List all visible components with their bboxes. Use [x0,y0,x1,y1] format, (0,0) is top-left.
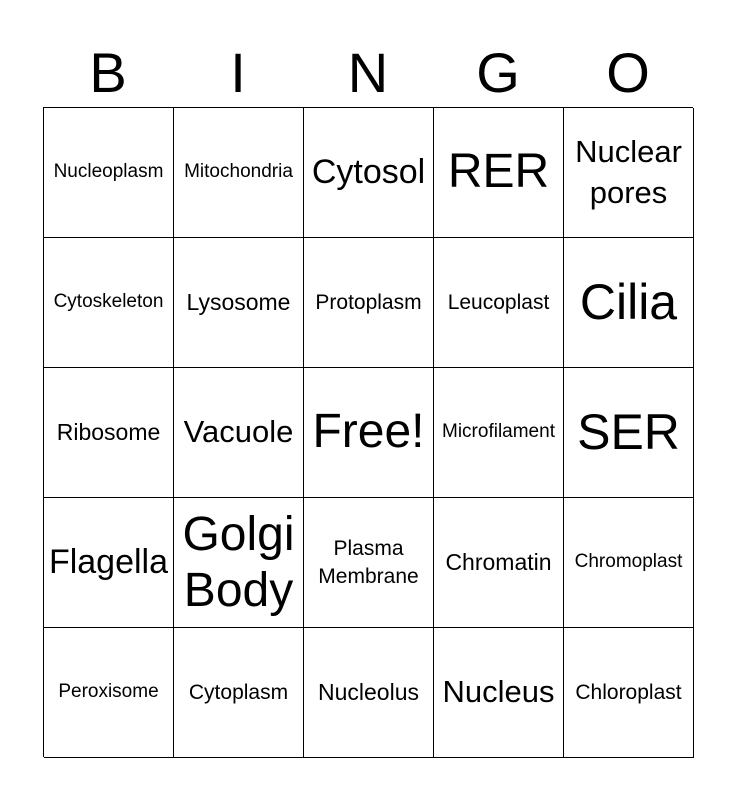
cell-label: Chromoplast [574,551,683,573]
bingo-cell[interactable] [174,628,304,758]
cell-label: Nuclear pores [575,134,682,210]
bingo-cell[interactable] [564,368,694,498]
bingo-cell[interactable] [434,628,564,758]
bingo-cell[interactable] [564,628,694,758]
bingo-cell[interactable] [44,628,174,758]
cell-label: Cytoskeleton [53,291,164,313]
cell-label: Protoplasm [315,290,422,314]
cell-label: Leucoplast [447,290,550,314]
cell-label: Microfilament [442,421,555,443]
bingo-cell[interactable] [304,108,434,238]
cell-label: Nucleolus [318,678,419,705]
cell-label: Mitochondria [184,161,293,183]
cell-label: Cytoplasm [188,680,289,704]
bingo-cell[interactable] [564,108,694,238]
header-letter-n: N [347,41,389,104]
bingo-cell[interactable] [174,108,304,238]
cell-label: RER [447,145,550,199]
bingo-header [43,38,693,108]
cell-label: Flagella [48,542,169,581]
cell-label: Ribosome [56,418,161,445]
header-letter-b: B [89,41,127,104]
bingo-cell[interactable] [44,238,174,368]
bingo-cell[interactable] [434,108,564,238]
bingo-cell[interactable] [304,238,434,368]
bingo-cell[interactable] [304,628,434,758]
cell-label: Nucleoplasm [53,161,164,183]
cell-label: Plasma Membrane [318,537,419,588]
cell-label: SER [577,404,680,460]
bingo-cell[interactable] [174,368,304,498]
cell-label: Vacuole [183,414,294,450]
cell-label: Golgi Body [182,508,295,617]
bingo-cell[interactable] [44,498,174,628]
bingo-board [43,107,693,757]
bingo-cell[interactable] [44,108,174,238]
bingo-cell[interactable] [304,498,434,628]
bingo-cell[interactable] [564,238,694,368]
bingo-cell[interactable] [174,498,304,628]
bingo-cell[interactable] [434,368,564,498]
cell-label: Lysosome [186,288,291,315]
cell-label: Cytosol [311,152,426,191]
cell-label: Cilia [579,274,678,330]
header-letter-o: O [606,41,650,104]
cell-label: Chromatin [445,548,552,575]
bingo-cell[interactable] [434,238,564,368]
cell-label: Peroxisome [58,681,159,703]
header-letter-i: I [230,41,246,104]
cell-label: Nucleus [442,674,555,710]
bingo-cell[interactable] [564,498,694,628]
header-letter-g: G [476,41,520,104]
bingo-cell[interactable] [44,368,174,498]
free-space-label: Free! [312,405,425,459]
cell-label: Chloroplast [575,680,682,704]
bingo-cell[interactable] [174,238,304,368]
bingo-cell[interactable] [434,498,564,628]
bingo-cell-free[interactable] [304,368,434,498]
